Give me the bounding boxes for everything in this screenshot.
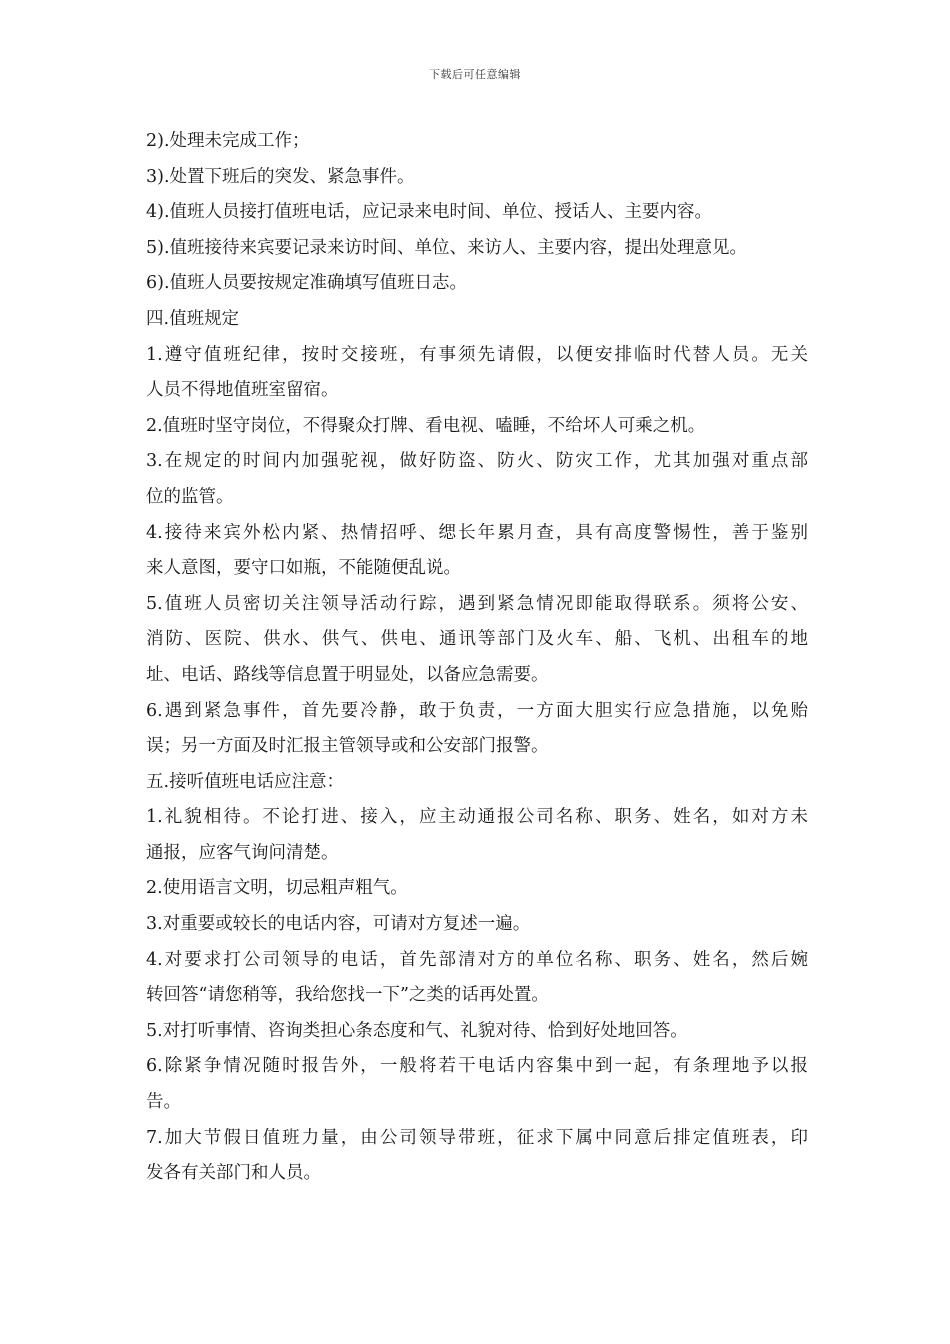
text-line: 4.对要求打公司领导的电话，首先部清对方的单位名称、职务、姓名，然后婉: [146, 949, 808, 970]
document-body: [146, 124, 808, 1192]
text-line: 1.礼貌相待。不论打进、接入，应主动通报公司名称、职务、姓名，如对方未: [146, 807, 808, 828]
text-line: 4).值班人员接打值班电话，应记录来电时间、单位、授话人、主要内容。: [146, 202, 713, 223]
text-line: 2).处理未完成工作；: [146, 131, 310, 151]
text-line: 5.对打听事情、咨询类担心条态度和气、礼貌对待、恰到好处地回答。: [146, 1020, 688, 1041]
text-line: 6.遇到紧急事件，首先要冷静，敢于负责，一方面大胆实行应急措施，以免贻: [146, 700, 808, 721]
text-line: 来人意图，要守口如瓶，不能随便乱说。: [146, 558, 461, 579]
text-line: 五.接听值班电话应注意：: [146, 771, 345, 792]
text-line: 误；另一方面及时汇报主管领导或和公安部门报警。: [146, 736, 549, 757]
text-line: 通报，应客气询问清楚。: [146, 842, 339, 863]
text-line: 转回答“请您稍等，我给您找一下”之类的话再处置。: [146, 985, 549, 1006]
text-line: 告。: [146, 1092, 181, 1113]
text-line: 6.除紧争情况随时报告外，一般将若干电话内容集中到一起，有条理地予以报: [146, 1056, 808, 1077]
text-line: 7.加大节假日值班力量，由公司领导带班，征求下属中同意后排定值班表，印: [146, 1127, 808, 1148]
text-line: 3).处置下班后的突发、紧急事件。: [146, 166, 415, 187]
text-line: 2.使用语言文明，切忌粗声粗气。: [146, 878, 408, 899]
text-line: 位的监管。: [146, 486, 234, 507]
text-line: 5.值班人员密切关注领导活动行踪，遇到紧急情况即能取得联系。须将公安、: [146, 593, 808, 614]
text-line: 1.遵守值班纪律，按时交接班，有事须先请假，以便安排临时代替人员。无关: [146, 344, 808, 365]
text-line: 3.对重要或较长的电话内容，可请对方复述一遍。: [146, 914, 531, 935]
text-line: 2.值班时坚守岗位，不得聚众打牌、看电视、嗑睡，不给坏人可乘之机。: [146, 415, 706, 436]
text-line: 4.接待来宾外松内紧、热情招呼、缌长年累月查，具有高度警惕性，善于鉴别: [146, 522, 808, 543]
text-line: 四.值班规定: [146, 308, 240, 329]
text-line: 人员不得地值班室留宿。: [146, 380, 339, 401]
header-note: 下载后可任意编辑: [429, 68, 521, 81]
text-line: 5).值班接待来宾要记录来访时间、单位、来访人、主要内容，提出处理意见。: [146, 237, 748, 258]
text-line: 发各有关部门和人员。: [146, 1163, 321, 1184]
text-line: 6).值班人员要按规定准确填写值班日志。: [146, 273, 468, 294]
text-line: 3.在规定的时间内加强驼视，做好防盗、防火、防灾工作，尤其加强对重点部: [146, 451, 808, 472]
text-line: 址、电话、路线等信息置于明显处，以备应急需要。: [146, 664, 549, 685]
text-line: 消防、医院、供水、供气、供电、通讯等部门及火车、船、飞机、出租车的地: [146, 629, 808, 650]
